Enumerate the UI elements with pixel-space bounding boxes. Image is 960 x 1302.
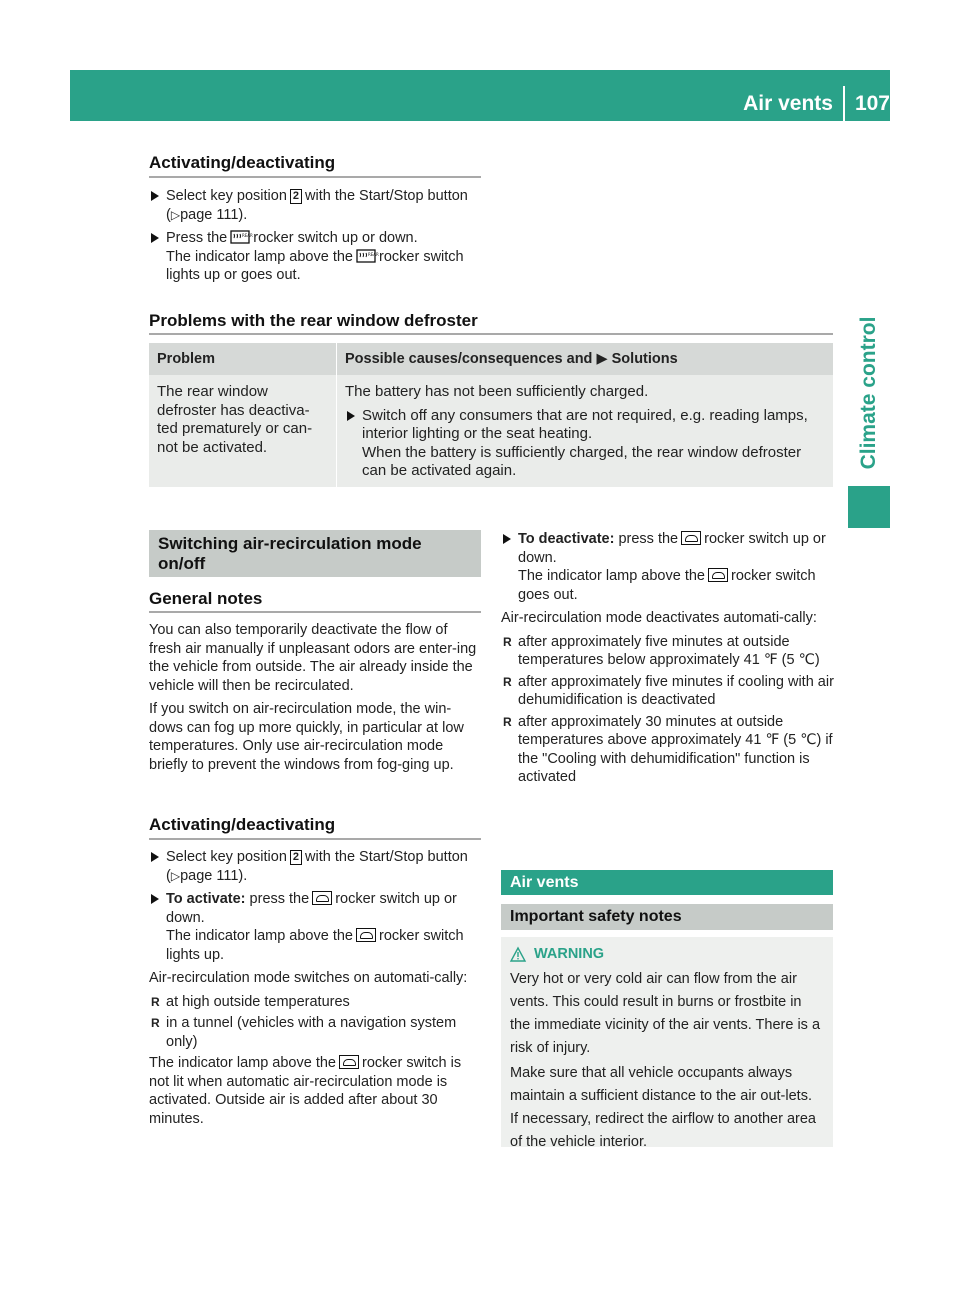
air-recirculation-icon	[681, 531, 701, 545]
side-chapter-marker	[848, 486, 890, 528]
warning-title: WARNING	[510, 943, 824, 966]
heading-rule	[149, 611, 481, 613]
svg-text:REAR: REAR	[368, 251, 379, 257]
step-item: Select key position 2 with the Start/Stop button (▷page 111).	[149, 187, 481, 224]
recirc-section-title: Switching air-recirculation mode on/off	[149, 530, 481, 577]
svg-text:REAR: REAR	[242, 233, 254, 238]
auto-note: The indicator lamp above the rocker switch is not lit when automatic air-recirculation mode is activated. Outside air is added after about 30 minutes.	[149, 1055, 462, 1127]
warning-triangle-icon	[510, 947, 526, 962]
step-item: To deactivate: press the rocker switch up or down. The indicator lamp above the rocker switch goes out.	[501, 530, 835, 604]
air-vents-section-title: Air vents	[501, 870, 833, 895]
recirc-steps: Select key position 2 with the Start/Stop button (▷page 111). To activate: press the rocker switch up or down. The indicator lamp above the rocker switch lights up. Air-recirculation mode switches on automati-cally: R at high outside temperatures R in a tunnel (vehicles with a navigation system only) The indicator lamp above the rocker switch is not lit when automatic air-recirculation mode is activated. Outside air is added after about 30 minutes.	[149, 848, 481, 1133]
page-number: 107	[854, 92, 890, 115]
solution-arrow-icon: ▶	[596, 351, 608, 367]
header-divider	[843, 86, 845, 122]
heading-rule	[149, 176, 481, 178]
rear-defrost-icon	[230, 230, 254, 244]
step-item: Select key position 2 with the Start/Stop button (▷page 111).	[149, 848, 481, 885]
list-item: R after approximately five minutes at outside temperatures below approximately 41 ℉ (5 ℃)	[501, 633, 835, 670]
air-recirculation-icon	[708, 568, 728, 582]
step-item: Switch off any consumers that are not required, e.g. reading lamps, interior lighting or the seat heating. When the battery is sufficiently charged, the rear window defroster can be activated again.	[345, 407, 825, 481]
header-section-title: Air vents	[743, 92, 833, 115]
page-ref-arrow-icon: ▷	[170, 868, 181, 883]
warning-box: WARNING Very hot or very cold air can flow from the air vents. This could result in burns or frostbite in the immediate vicinity of the air vents. There is a risk of injury. Make sure that all vehicle occupants always maintain a sufficient distance to the air out-lets. If necessary, redirect the airflow to another area of the vehicle interior.	[501, 937, 833, 1147]
problem-cell: The rear window defroster has deactiva-ted prematurely or can-not be activated.	[149, 375, 337, 487]
side-chapter-label: Climate control	[856, 316, 880, 470]
table-header-row	[149, 343, 833, 375]
page-header	[743, 86, 890, 122]
air-recirculation-icon	[312, 891, 332, 905]
rear-defrost-icon	[356, 249, 379, 263]
col-header-problem: Problem	[149, 343, 337, 375]
problems-heading: Problems with the rear window defroster	[149, 311, 478, 330]
defrost-heading: Activating/deactivating	[149, 153, 336, 172]
step-item: To activate: press the rocker switch up or down. The indicator lamp above the rocker switch lights up.	[149, 890, 481, 964]
general-notes-text: You can also temporarily deactivate the flow of fresh air manually if unpleasant odors are enter-ing the vehicle from outside. The air already inside the vehicle will then be recirculated. If you switch on air-recirculation mode, the win-dows can fog up more quickly, in particular at low temperatures. Only use air-recirculation mode briefly to prevent the windows from fog-ging up.	[149, 622, 477, 773]
side-chapter-tab	[848, 312, 890, 474]
defrost-steps	[149, 187, 481, 290]
problems-table	[149, 343, 833, 487]
list-item: R after approximately 30 minutes at outside temperatures above approximately 41 ℉ (5 ℃) if the "Cooling with dehumidification" function is activated	[501, 713, 835, 787]
step-item: Press the REAR rocker switch up or down. The indicator lamp above the REAR rocker switch lights up or goes out.	[149, 229, 481, 285]
recirc-deactivate-block: To deactivate: press the rocker switch up or down. The indicator lamp above the rocker switch goes out. Air-recirculation mode deactivates automati-cally: R after approximately five minutes at outside temperatures below approximately 41 ℉ (5 ℃) R after approximately five minutes if cooling with air dehumidification is deactivated R after approximately 30 minutes at outside temperatures above approximately 41 ℉ (5 ℃) if the "Cooling with dehumidification" function is activated	[501, 530, 835, 790]
key-position-icon: 2	[290, 189, 302, 204]
heading-rule	[149, 333, 833, 335]
air-recirculation-icon	[356, 928, 376, 942]
table-row	[149, 375, 833, 487]
list-item: R in a tunnel (vehicles with a navigation system only)	[149, 1014, 481, 1051]
solution-cell: The battery has not been sufficiently charged. Switch off any consumers that are not required, e.g. reading lamps, interior lighting or the seat heating. When the battery is sufficiently charged, the rear window defroster can be activated again.	[337, 375, 833, 487]
list-item: R after approximately five minutes if cooling with air dehumidification is deactivated	[501, 673, 835, 710]
key-position-icon: 2	[290, 850, 302, 865]
recirc-activating-heading: Activating/deactivating	[149, 815, 336, 834]
page-ref-arrow-icon: ▷	[170, 207, 181, 222]
heading-rule	[149, 838, 481, 840]
col-header-causes: Possible causes/consequences and ▶ Solutions	[345, 351, 678, 367]
safety-notes-heading: Important safety notes	[501, 904, 833, 930]
list-item: R at high outside temperatures	[149, 993, 481, 1012]
general-notes-heading: General notes	[149, 589, 263, 608]
air-recirculation-icon	[339, 1055, 359, 1069]
